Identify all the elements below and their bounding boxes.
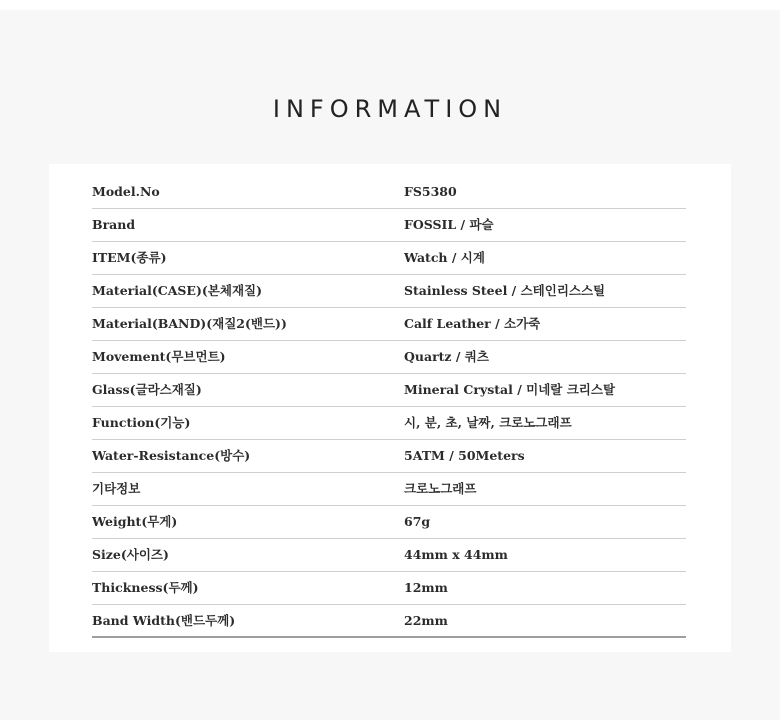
spec-value: Stainless Steel / 스테인리스스틸 bbox=[404, 283, 606, 298]
spec-value: FOSSIL / 파슬 bbox=[404, 217, 494, 232]
information-section bbox=[0, 10, 780, 720]
spec-value: 5ATM / 50Meters bbox=[404, 448, 525, 463]
spec-card bbox=[49, 164, 731, 652]
spec-label: Material(BAND)(재질2(밴드)) bbox=[92, 316, 287, 331]
spec-label: Thickness(두께) bbox=[92, 580, 199, 595]
spec-label: Model.No bbox=[92, 184, 160, 199]
spec-value: 22mm bbox=[404, 613, 448, 628]
spec-label: Movement(무브먼트) bbox=[92, 349, 226, 364]
spec-label: ITEM(종류) bbox=[92, 250, 167, 265]
spec-label: Glass(글라스재질) bbox=[92, 382, 202, 397]
spec-row-model-no bbox=[92, 176, 686, 209]
spec-row-glass bbox=[92, 374, 686, 407]
spec-label: Function(기능) bbox=[92, 415, 191, 430]
spec-row-weight bbox=[92, 506, 686, 539]
spec-value: 67g bbox=[404, 514, 431, 529]
spec-row-movement bbox=[92, 341, 686, 374]
spec-label: Material(CASE)(본체재질) bbox=[92, 283, 263, 298]
spec-value: Quartz / 쿼츠 bbox=[404, 349, 489, 364]
spec-row-material-case bbox=[92, 275, 686, 308]
spec-row-material-band bbox=[92, 308, 686, 341]
spec-value: 44mm x 44mm bbox=[404, 547, 508, 562]
spec-label: Water-Resistance(방수) bbox=[92, 448, 251, 463]
spec-value: Calf Leather / 소가죽 bbox=[404, 316, 541, 331]
spec-row-band-width bbox=[92, 605, 686, 638]
spec-value: FS5380 bbox=[404, 184, 457, 199]
spec-row-thickness bbox=[92, 572, 686, 605]
spec-value: 크로노그래프 bbox=[404, 481, 477, 496]
spec-value: 시, 분, 초, 날짜, 크로노그래프 bbox=[404, 415, 572, 430]
spec-row-brand bbox=[92, 209, 686, 242]
spec-table bbox=[92, 176, 686, 638]
spec-label: Band Width(밴드두께) bbox=[92, 613, 236, 628]
spec-value: Watch / 시계 bbox=[404, 250, 485, 265]
section-title: INFORMATION bbox=[272, 95, 508, 123]
spec-label: 기타정보 bbox=[92, 481, 141, 496]
spec-label: Size(사이즈) bbox=[92, 547, 169, 562]
spec-label: Weight(무게) bbox=[92, 514, 178, 529]
spec-label: Brand bbox=[92, 217, 136, 232]
spec-row-water-resistance bbox=[92, 440, 686, 473]
spec-row-item bbox=[92, 242, 686, 275]
spec-row-function bbox=[92, 407, 686, 440]
spec-row-size bbox=[92, 539, 686, 572]
spec-value: Mineral Crystal / 미네랄 크리스탈 bbox=[404, 382, 616, 397]
spec-row-other-info bbox=[92, 473, 686, 506]
spec-value: 12mm bbox=[404, 580, 448, 595]
